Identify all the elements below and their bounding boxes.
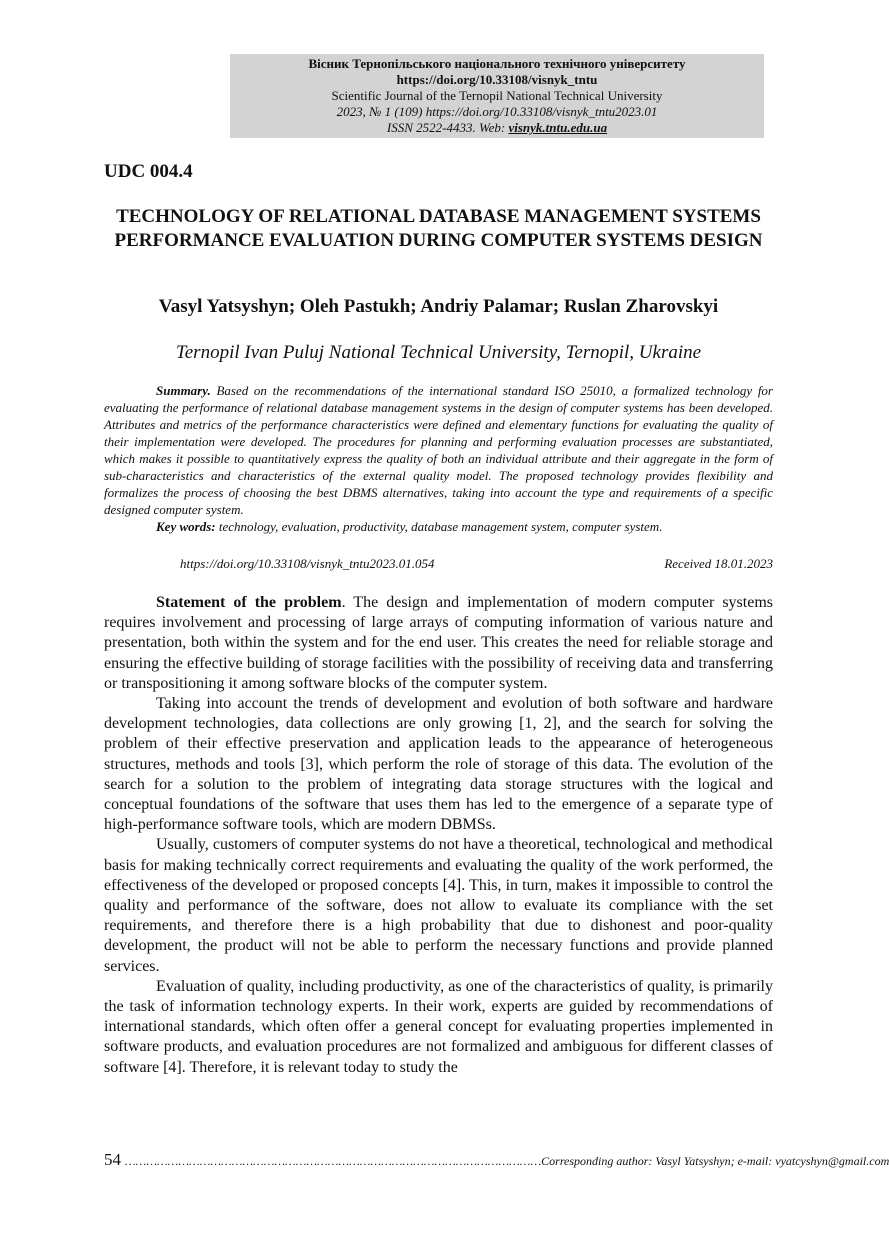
udc-code: UDC 004.4	[104, 161, 193, 182]
affiliation: Ternopil Ivan Puluj National Technical University, Ternopil, Ukraine	[175, 342, 702, 363]
issn-line	[230, 120, 764, 136]
body-paragraph-3: Usually, customers of computer systems do not have a theoretical, technological and methodical basis for making technically correct requirements and evaluating the quality of the work performed, the effectiveness of the developed or proposed concepts [4]. This, in turn, makes it impossible to control the quality and performance of the software, does not allow to evaluate its compliance with the set requirements, and therefore there is a high probability that due to dishonest and poor-quality development, the product will not be able to perform the necessary functions and provide planned services.	[104, 836, 773, 975]
journal-name-ua: Вісник Тернопільського національного технічного університету	[308, 56, 686, 71]
journal-doi-link[interactable]: https://doi.org/10.33108/visnyk_tntu	[396, 72, 598, 87]
doi-row	[180, 556, 773, 572]
issue-info: 2023, № 1 (109) https://doi.org/10.33108/visnyk_tntu2023.01	[336, 104, 658, 119]
keywords-text: technology, evaluation, productivity, database management system, computer system.	[215, 519, 663, 534]
body-paragraph-2: Taking into account the trends of development and evolution of both software and hardware development technologies, data collections are only growing [1, 2], and the search for solving the problem of their effective preservation and application leads to the appearance of heterogeneous structures, methods and tools [3], which perform the role of storage of this data. The evolution of the search for a solution to the problem of integrating data storage structures with the logical and conceptual foundations of the software that uses them has led to the emergence of a separate type of high-performance software tools, which are modern DBMSs.	[104, 695, 773, 834]
abstract	[104, 382, 773, 535]
article-doi[interactable]: https://doi.org/10.33108/visnyk_tntu2023.01.054	[180, 556, 435, 571]
page-number: 54	[104, 1150, 121, 1169]
body-paragraph-4: Evaluation of quality, including productivity, as one of the characteristics of quality, is primarily the task of information technology experts. In their work, experts are guided by recommendations of international standards, which often offer a general concept for evaluating properties implemented in software products, and evaluation procedures are not formalized and ambiguous for different classes of software [4]. Therefore, it is relevant today to study the	[104, 977, 773, 1076]
authors: Vasyl Yatsyshyn; Oleh Pastukh; Andriy Palamar; Ruslan Zharovskyi	[158, 296, 719, 317]
section-heading: Statement of the problem	[156, 594, 342, 611]
body-text	[104, 593, 773, 1078]
summary-label: Summary.	[156, 383, 211, 398]
keywords-paragraph	[104, 518, 773, 535]
summary-text: Based on the recommendations of the international standard ISO 25010, a formalized technology for evaluating the performance of relational database management systems in the design of computer systems has been developed. Attributes and metrics of the performance characteristics were defined and elementary functions for evaluating the quality of their implementation were developed. The procedures for planning and performing evaluation processes are substantiated, which makes it possible to quantitatively express the quality of both an individual attribute and their aggregate in the form of sub-characteristics and characteristics of the external quality model. The proposed technology provides flexibility and formalizes the process of choosing the best DBMS alternatives, taking into account the type and requirements of a specific designed computer system.	[104, 383, 773, 517]
summary-paragraph	[104, 382, 773, 518]
received-date: Received 18.01.2023	[664, 556, 773, 571]
journal-name-en: Scientific Journal of the Ternopil National Technical University	[331, 88, 663, 103]
body-paragraph-1-text: . The design and implementation of modern computer systems requires involvement and processing of large arrays of computing information of various nature and presentation, both within the system and for the end user. This creates the need for reliable storage and ensuring the effective building of storage facilities with the possibility of receiving data and transferring or transpositioning it among software blocks of the computer system.	[104, 594, 774, 692]
corresponding-author: Corresponding author: Vasyl Yatsyshyn; e-mail: vyatcyshyn@gmail.com	[541, 1154, 889, 1168]
journal-header	[230, 54, 764, 138]
keywords-label: Key words:	[156, 519, 216, 534]
footer-dot-leader: ………………………………………………………………………………………………………	[125, 1154, 542, 1168]
body-paragraph-1	[104, 593, 773, 694]
issn-text: ISSN 2522-4433. Web:	[386, 120, 509, 135]
page-footer	[104, 1150, 889, 1170]
journal-web-link[interactable]: visnyk.tntu.edu.ua	[508, 120, 608, 135]
paper-title: TECHNOLOGY OF RELATIONAL DATABASE MANAGEMENT SYSTEMS PERFORMANCE EVALUATION DURING COMPUTER SYSTEMS DESIGN	[114, 206, 763, 251]
